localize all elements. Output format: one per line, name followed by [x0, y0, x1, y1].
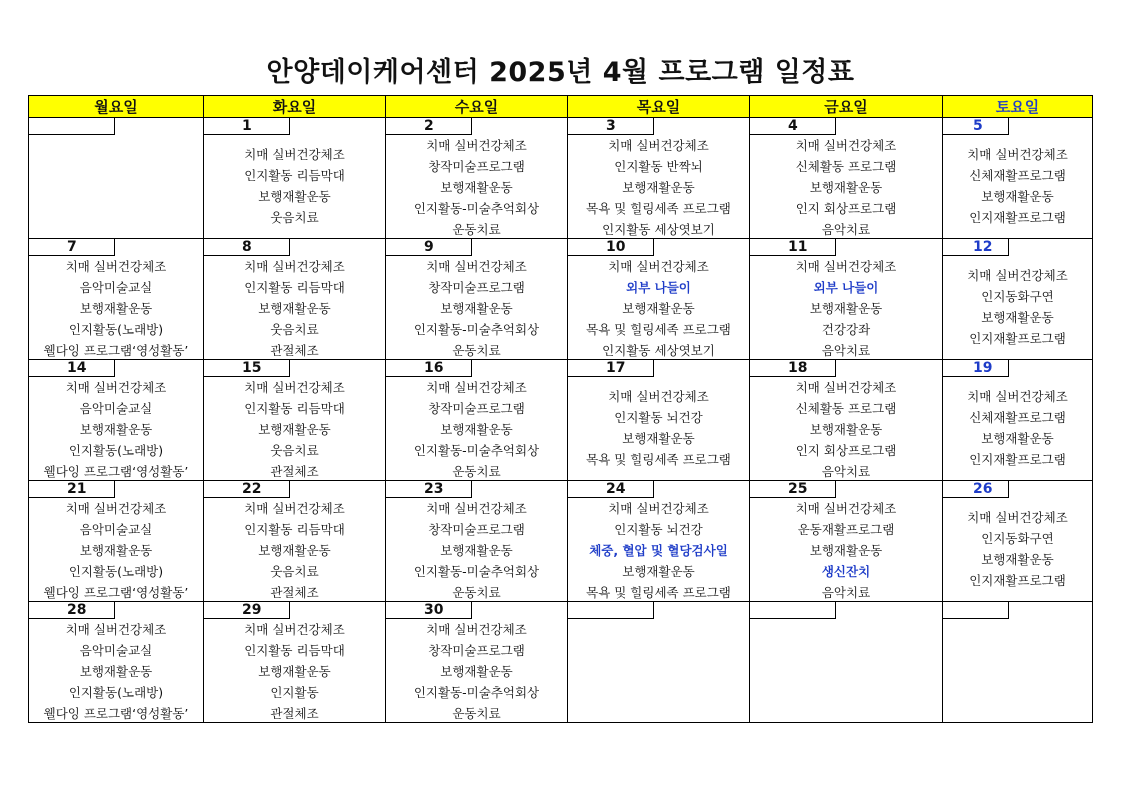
activity-list [204, 498, 385, 603]
activity-item: 보행재활운동 [622, 301, 695, 316]
activity-list [750, 377, 942, 482]
activity-item: 인지활동 [270, 685, 319, 700]
day-cell-17 [568, 360, 750, 481]
day-number: 18 [750, 360, 836, 377]
activity-item: 보행재활운동 [981, 431, 1054, 446]
week-row [29, 360, 1093, 481]
activity-item: 치매 실버건강체조 [65, 622, 167, 637]
activity-list [204, 619, 385, 724]
schedule-table [28, 95, 1093, 723]
activity-list [29, 256, 203, 361]
activity-item: 인지활동-미술추억회상 [413, 564, 540, 579]
activity-item: 웃음치료 [270, 210, 319, 225]
day-number [943, 602, 1009, 619]
activity-list [943, 507, 1092, 591]
activity-item: 목욕 및 힐링세족 프로그램 [586, 322, 731, 337]
activity-item: 관절체조 [270, 464, 319, 479]
activity-item: 신체활동 프로그램 [795, 159, 897, 174]
activity-item: 인지활동 리듬막대 [244, 401, 345, 416]
day-number: 26 [943, 481, 1009, 498]
weekday-header-sat: 토요일 [943, 96, 1093, 118]
activity-item: 인지재활프로그램 [969, 210, 1066, 225]
activity-item: 치매 실버건강체조 [795, 138, 897, 153]
activity-item: 치매 실버건강체조 [244, 259, 345, 274]
activity-item: 치매 실버건강체조 [426, 259, 527, 274]
activity-item: 인지 회상프로그램 [795, 201, 897, 216]
day-number: 15 [204, 360, 290, 377]
activity-item: 보행재활운동 [258, 543, 331, 558]
activity-item: 보행재활운동 [981, 310, 1054, 325]
activity-item: 인지 회상프로그램 [795, 443, 897, 458]
activity-item: 운동치료 [452, 222, 501, 237]
activity-item: 보행재활운동 [809, 301, 883, 316]
activity-item: 관절체조 [270, 585, 319, 600]
week-row [29, 481, 1093, 602]
activity-item: 음악치료 [821, 222, 871, 237]
day-number: 10 [568, 239, 654, 256]
day-number [750, 602, 836, 619]
activity-list [386, 377, 567, 482]
day-number: 22 [204, 481, 290, 498]
day-cell-15 [204, 360, 386, 481]
activity-list [943, 386, 1092, 470]
activity-list [568, 256, 749, 361]
activity-item: 치매 실버건강체조 [967, 147, 1068, 162]
activity-item: 보행재활운동 [622, 431, 695, 446]
activity-item: 음악치료 [821, 464, 871, 479]
activity-list [386, 135, 567, 240]
activity-item: 음악치료 [821, 585, 871, 600]
activity-item: 인지활동 리듬막대 [244, 280, 345, 295]
day-number: 25 [750, 481, 836, 498]
day-cell-16 [386, 360, 568, 481]
activity-item: 웰다잉 프로그램‘영성활동’ [43, 585, 189, 600]
activity-item: 치매 실버건강체조 [795, 259, 897, 274]
activity-item: 음악미술교실 [79, 522, 153, 537]
weekday-header-mon: 월요일 [29, 96, 204, 118]
activity-item: 음악미술교실 [79, 401, 153, 416]
activity-item: 인지활동 리듬막대 [244, 643, 345, 658]
day-number: 21 [29, 481, 115, 498]
activity-item: 치매 실버건강체조 [795, 380, 897, 395]
weekday-header-row [29, 96, 1093, 118]
activity-item: 창작미술프로그램 [428, 643, 525, 658]
activity-list [943, 144, 1092, 228]
activity-item: 신체재활프로그램 [969, 410, 1066, 425]
activity-list [750, 256, 942, 361]
activity-item: 체중, 혈압 및 혈당검사일 [589, 543, 728, 558]
page-title: 안양데이케어센터 2025년 4월 프로그램 일정표 [266, 57, 855, 88]
activity-item: 웰다잉 프로그램‘영성활동’ [43, 706, 189, 721]
activity-item: 인지활동(노래방) [68, 322, 164, 337]
day-number: 2 [386, 118, 472, 135]
activity-item: 신체재활프로그램 [969, 168, 1066, 183]
day-number: 14 [29, 360, 115, 377]
day-cell-9 [386, 239, 568, 360]
week-row [29, 239, 1093, 360]
activity-item: 창작미술프로그램 [428, 159, 525, 174]
day-cell-7 [29, 239, 204, 360]
weekday-header-fri: 금요일 [750, 96, 943, 118]
activity-item: 치매 실버건강체조 [65, 380, 167, 395]
activity-item: 보행재활운동 [258, 422, 331, 437]
day-number: 12 [943, 239, 1009, 256]
activity-item: 보행재활운동 [622, 564, 695, 579]
activity-item: 인지활동-미술추억회상 [413, 201, 540, 216]
activity-item: 웃음치료 [270, 443, 319, 458]
day-cell-28 [29, 602, 204, 723]
activity-list [204, 144, 385, 228]
activity-item: 운동치료 [452, 464, 501, 479]
day-cell-19 [943, 360, 1093, 481]
activity-item: 치매 실버건강체조 [608, 389, 709, 404]
activity-item: 운동재활프로그램 [797, 522, 895, 537]
activity-item: 보행재활운동 [79, 301, 153, 316]
activity-list [29, 619, 203, 724]
activity-item: 치매 실버건강체조 [967, 510, 1068, 525]
activity-item: 운동치료 [452, 706, 501, 721]
activity-list [750, 135, 942, 240]
day-number: 4 [750, 118, 836, 135]
activity-item: 인지재활프로그램 [969, 573, 1066, 588]
activity-item: 치매 실버건강체조 [967, 389, 1068, 404]
activity-item: 인지활동 반짝뇌 [614, 159, 703, 174]
activity-list [568, 386, 749, 470]
activity-list [386, 498, 567, 603]
activity-item: 음악미술교실 [79, 280, 153, 295]
day-cell-25 [750, 481, 943, 602]
day-cell-26 [943, 481, 1093, 602]
activity-item: 치매 실버건강체조 [65, 259, 167, 274]
activity-item: 보행재활운동 [440, 664, 513, 679]
activity-item: 치매 실버건강체조 [426, 501, 527, 516]
day-cell-18 [750, 360, 943, 481]
activity-item: 인지재활프로그램 [969, 331, 1066, 346]
activity-item: 목욕 및 힐링세족 프로그램 [586, 585, 731, 600]
activity-item: 치매 실버건강체조 [244, 147, 345, 162]
activity-item: 외부 나들이 [626, 280, 691, 295]
day-cell-23 [386, 481, 568, 602]
weekday-header-tue: 화요일 [204, 96, 386, 118]
activity-item: 인지활동(노래방) [68, 443, 164, 458]
activity-item: 인지활동-미술추억회상 [413, 322, 540, 337]
activity-list [386, 256, 567, 361]
day-number: 3 [568, 118, 654, 135]
day-cell-14 [29, 360, 204, 481]
activity-item: 보행재활운동 [440, 301, 513, 316]
day-number: 17 [568, 360, 654, 377]
activity-item: 치매 실버건강체조 [608, 138, 709, 153]
day-number: 16 [386, 360, 472, 377]
day-cell-21 [29, 481, 204, 602]
activity-item: 치매 실버건강체조 [426, 622, 527, 637]
activity-item: 인지활동-미술추억회상 [413, 685, 540, 700]
day-cell-30 [386, 602, 568, 723]
day-number: 8 [204, 239, 290, 256]
day-number: 23 [386, 481, 472, 498]
activity-item: 치매 실버건강체조 [244, 380, 345, 395]
activity-item: 웰다잉 프로그램‘영성활동’ [43, 464, 189, 479]
activity-item: 치매 실버건강체조 [426, 138, 527, 153]
activity-item: 인지동화구연 [981, 289, 1054, 304]
day-number: 24 [568, 481, 654, 498]
activity-item: 인지활동 리듬막대 [244, 522, 345, 537]
activity-item: 인지활동(노래방) [68, 564, 164, 579]
day-number: 5 [943, 118, 1009, 135]
activity-item: 치매 실버건강체조 [244, 501, 345, 516]
day-number: 19 [943, 360, 1009, 377]
activity-item: 치매 실버건강체조 [244, 622, 345, 637]
activity-item: 목욕 및 힐링세족 프로그램 [586, 452, 731, 467]
day-number: 9 [386, 239, 472, 256]
activity-item: 건강강좌 [821, 322, 871, 337]
activity-item: 신체활동 프로그램 [795, 401, 897, 416]
activity-item: 보행재활운동 [440, 543, 513, 558]
activity-item: 인지동화구연 [981, 531, 1054, 546]
day-number: 7 [29, 239, 115, 256]
activity-item: 운동치료 [452, 585, 501, 600]
activity-item: 보행재활운동 [258, 664, 331, 679]
day-cell-3 [568, 118, 750, 239]
activity-item: 치매 실버건강체조 [795, 501, 897, 516]
weekday-header-thu: 목요일 [568, 96, 750, 118]
activity-item: 치매 실버건강체조 [608, 501, 709, 516]
activity-item: 인지재활프로그램 [969, 452, 1066, 467]
day-cell-empty [568, 602, 750, 723]
activity-item: 웃음치료 [270, 322, 319, 337]
activity-item: 음악미술교실 [79, 643, 153, 658]
activity-list [386, 619, 567, 724]
activity-item: 보행재활운동 [981, 189, 1054, 204]
activity-item: 창작미술프로그램 [428, 401, 525, 416]
day-cell-5 [943, 118, 1093, 239]
day-number: 30 [386, 602, 472, 619]
day-cell-24 [568, 481, 750, 602]
day-number: 28 [29, 602, 115, 619]
activity-item: 보행재활운동 [809, 422, 883, 437]
day-cell-1 [204, 118, 386, 239]
day-number [29, 118, 115, 135]
activity-item: 치매 실버건강체조 [65, 501, 167, 516]
activity-item: 생신잔치 [821, 564, 871, 579]
day-cell-empty [943, 602, 1093, 723]
day-number [568, 602, 654, 619]
week-row [29, 118, 1093, 239]
activity-item: 인지활동-미술추억회상 [413, 443, 540, 458]
activity-item: 보행재활운동 [981, 552, 1054, 567]
week-row [29, 602, 1093, 723]
activity-item: 인지활동(노래방) [68, 685, 164, 700]
activity-item: 보행재활운동 [79, 664, 153, 679]
day-cell-4 [750, 118, 943, 239]
day-number: 11 [750, 239, 836, 256]
day-cell-empty [29, 118, 204, 239]
activity-list [568, 498, 749, 603]
activity-list [29, 498, 203, 603]
activity-item: 관절체조 [270, 343, 319, 358]
activity-item: 보행재활운동 [79, 543, 153, 558]
activity-item: 보행재활운동 [258, 301, 331, 316]
activity-list [29, 377, 203, 482]
activity-item: 보행재활운동 [809, 180, 883, 195]
activity-item: 치매 실버건강체조 [967, 268, 1068, 283]
activity-item: 창작미술프로그램 [428, 280, 525, 295]
day-cell-22 [204, 481, 386, 602]
day-cell-29 [204, 602, 386, 723]
activity-item: 보행재활운동 [440, 180, 513, 195]
activity-item: 치매 실버건강체조 [608, 259, 709, 274]
activity-item: 목욕 및 힐링세족 프로그램 [586, 201, 731, 216]
day-cell-12 [943, 239, 1093, 360]
weekday-header-wed: 수요일 [386, 96, 568, 118]
activity-list [943, 265, 1092, 349]
activity-item: 창작미술프로그램 [428, 522, 525, 537]
activity-item: 인지활동 세상엿보기 [602, 222, 715, 237]
day-cell-empty [750, 602, 943, 723]
day-cell-8 [204, 239, 386, 360]
activity-item: 보행재활운동 [258, 189, 331, 204]
activity-item: 보행재활운동 [440, 422, 513, 437]
activity-list [750, 498, 942, 603]
activity-item: 관절체조 [270, 706, 319, 721]
activity-list [204, 377, 385, 482]
activity-item: 웰다잉 프로그램‘영성활동’ [43, 343, 189, 358]
activity-item: 인지활동 뇌건강 [614, 410, 703, 425]
activity-item: 보행재활운동 [79, 422, 153, 437]
activity-item: 외부 나들이 [813, 280, 879, 295]
activity-item: 음악치료 [821, 343, 871, 358]
activity-item: 인지활동 리듬막대 [244, 168, 345, 183]
activity-item: 치매 실버건강체조 [426, 380, 527, 395]
day-cell-2 [386, 118, 568, 239]
day-number: 29 [204, 602, 290, 619]
activity-list [568, 135, 749, 240]
activity-item: 인지활동 뇌건강 [614, 522, 703, 537]
day-cell-10 [568, 239, 750, 360]
activity-item: 인지활동 세상엿보기 [602, 343, 715, 358]
day-number: 1 [204, 118, 290, 135]
activity-item: 보행재활운동 [622, 180, 695, 195]
activity-list [204, 256, 385, 361]
activity-item: 보행재활운동 [809, 543, 883, 558]
activity-item: 웃음치료 [270, 564, 319, 579]
day-cell-11 [750, 239, 943, 360]
activity-item: 운동치료 [452, 343, 501, 358]
